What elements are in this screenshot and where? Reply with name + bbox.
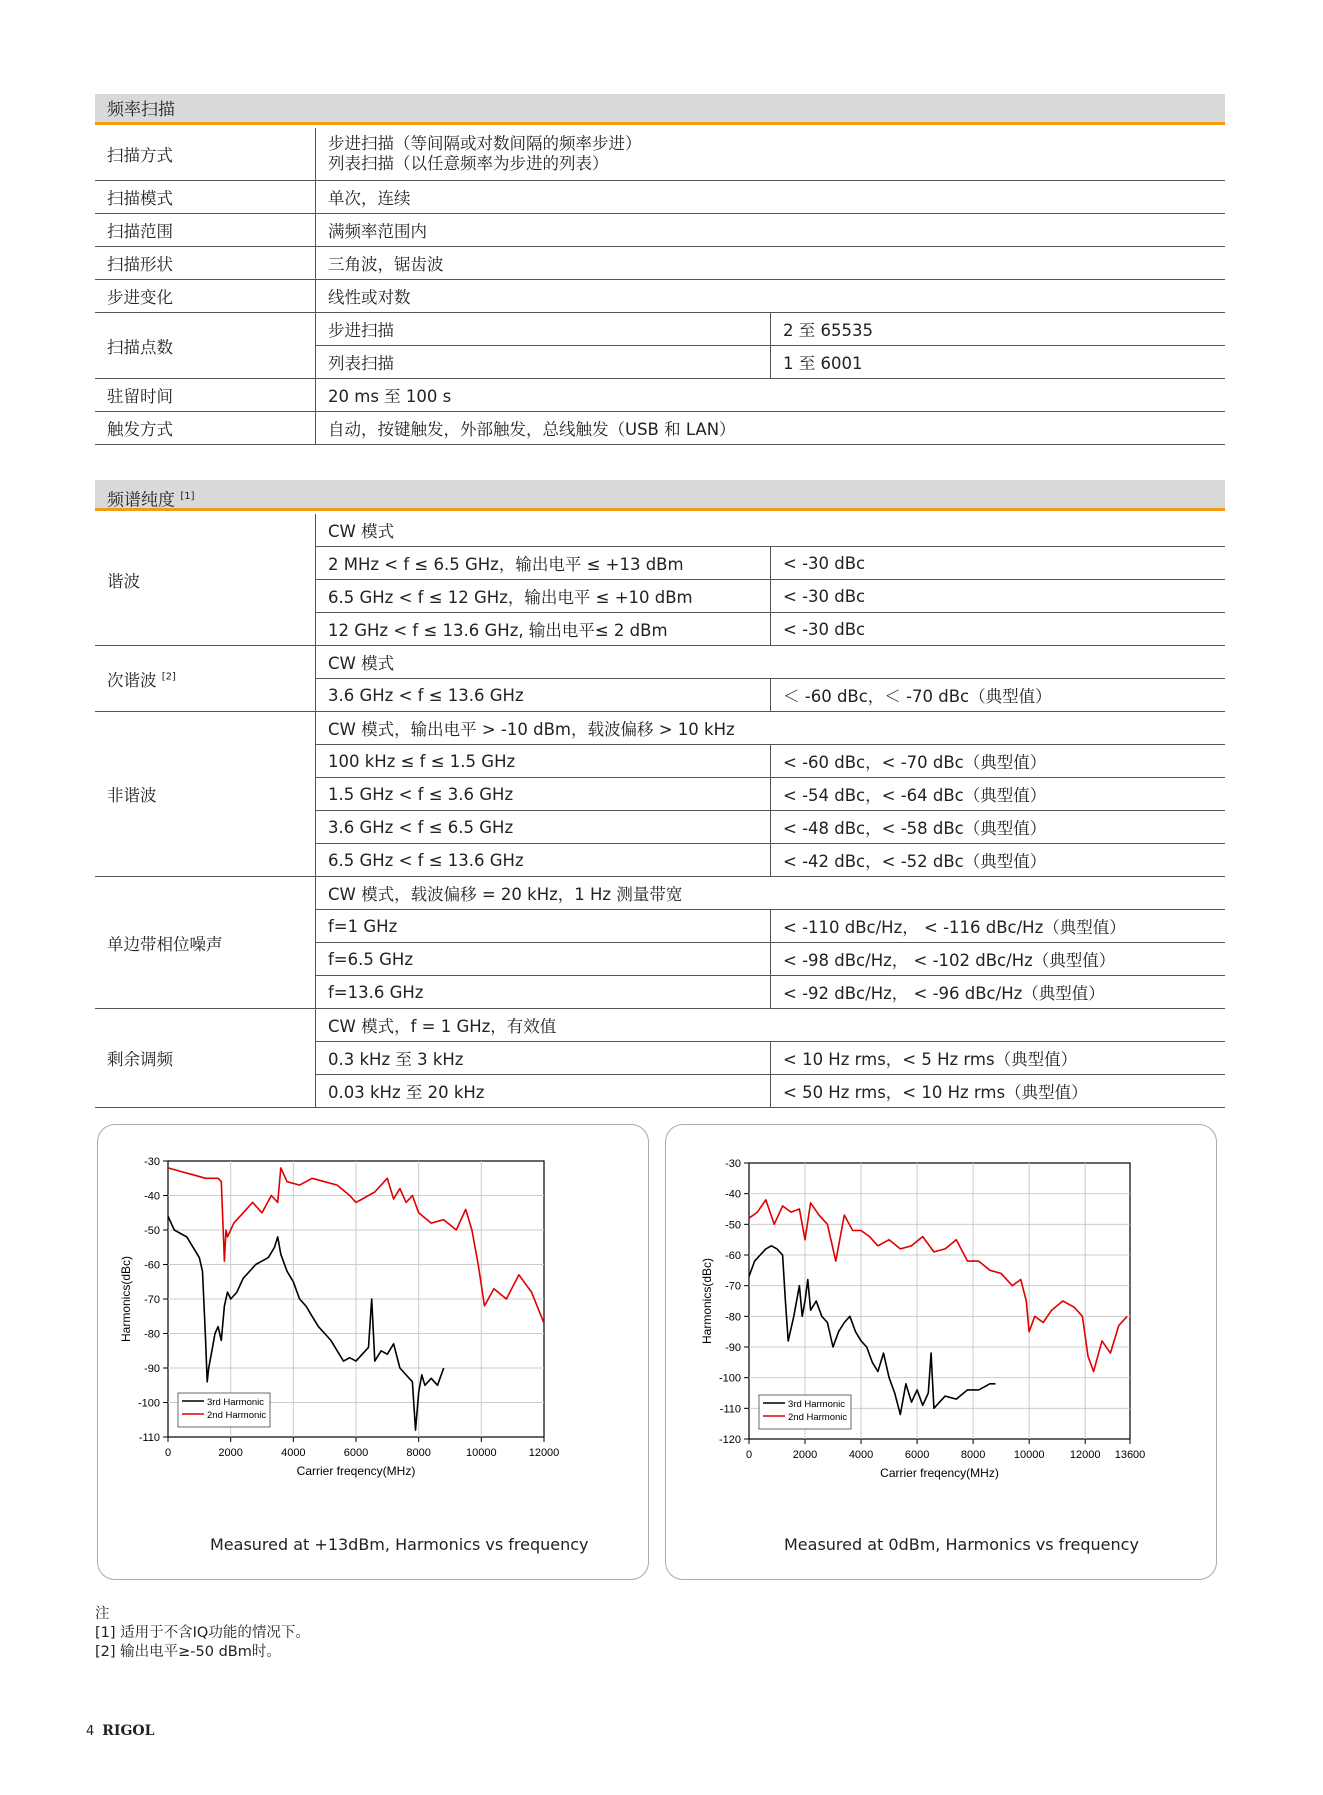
row-label: 扫描范围 [95,214,316,247]
x-tick-label: 0 [164,1447,172,1459]
page-number: 4 [86,1724,95,1739]
x-axis-label: Carrier freqency(MHz) [296,1464,416,1478]
table-row [95,1009,1225,1042]
x-tick-label: 2000 [792,1449,818,1461]
y-tick-label: -90 [725,1342,741,1354]
x-tick-label: 12000 [1069,1449,1101,1461]
x-tick-label: 10000 [466,1447,497,1459]
legend-label: 2nd Harmonic [207,1410,267,1421]
y-tick-label: -110 [719,1403,741,1416]
y-tick-label: -100 [718,1372,741,1385]
row-label: 剩余调频 [95,1009,316,1108]
note-item: [2] 输出电平≥-50 dBm时。 [95,1644,281,1660]
table-row [95,128,1225,181]
legend-label: 3rd Harmonic [788,1399,846,1410]
y-tick-label: -50 [144,1225,160,1237]
sweep-table [95,128,1225,445]
row-condition: f=1 GHz [316,910,771,943]
row-value: 线性或对数 [316,280,1226,313]
row-condition-header: CW 模式，载波偏移 = 20 kHz，1 Hz 测量带宽 [316,877,1226,910]
row-label: 步进变化 [95,280,316,313]
table-row [95,214,1225,247]
row-condition: 0.03 kHz 至 20 kHz [316,1075,771,1108]
row-value: 2 至 65535 [771,313,1226,346]
row-label: 触发方式 [95,412,316,445]
row-value: < -30 dBc [771,580,1226,613]
row-value: < -42 dBc，< -52 dBc（典型值） [771,844,1226,877]
y-tick-label: -40 [144,1190,160,1203]
y-tick-label: -100 [137,1397,160,1410]
x-tick-label: 6000 [904,1449,930,1461]
row-value: 满频率范围内 [316,214,1226,247]
row-condition-header: CW 模式 [316,514,1226,547]
x-tick-label: 10000 [1013,1449,1045,1461]
brand-logo: RIGOL [102,1723,155,1739]
section-title-purity: 频谱纯度 [1] [95,480,1225,511]
row-value: 20 ms 至 100 s [316,379,1226,412]
row-condition: 6.5 GHz < f ≤ 12 GHz，输出电平 ≤ +10 dBm [316,580,771,613]
y-tick-label: -60 [725,1250,741,1262]
y-tick-label: -110 [138,1432,160,1444]
table-row [95,514,1225,547]
row-condition: 步进扫描 [316,313,771,346]
row-value: 步进扫描（等间隔或对数间隔的频率步进） [328,134,642,153]
y-tick-label: -70 [725,1280,741,1293]
row-value: < -48 dBc，< -58 dBc（典型值） [771,811,1226,844]
row-value: 自动，按键触发，外部触发，总线触发（USB 和 LAN） [316,412,1226,445]
y-tick-label: -30 [725,1158,741,1170]
table-row [95,646,1225,679]
legend-label: 2nd Harmonic [788,1412,848,1423]
row-label: 扫描形状 [95,247,316,280]
row-value: < 50 Hz rms，< 10 Hz rms（典型值） [771,1075,1226,1108]
x-tick-label: 12000 [528,1447,560,1459]
row-condition: 0.3 kHz 至 3 kHz [316,1042,771,1075]
row-condition: f=13.6 GHz [316,976,771,1009]
y-tick-label: -70 [144,1294,160,1306]
row-value: 列表扫描（以任意频率为步进的列表） [328,154,609,173]
chart-panel-0dbm [665,1124,1217,1580]
table-row [95,712,1225,745]
notes [95,1605,310,1662]
row-condition: 100 kHz ≤ f ≤ 1.5 GHz [316,745,771,778]
x-tick-label: 4000 [281,1447,306,1459]
y-tick-label: -40 [725,1188,741,1201]
row-value: ＜ -60 dBc，＜ -70 dBc（典型值） [771,679,1226,712]
row-label: 次谐波 [2] [95,646,316,712]
row-condition: 3.6 GHz < f ≤ 13.6 GHz [316,679,771,712]
row-label: 扫描点数 [95,313,316,379]
table-row [95,877,1225,910]
y-tick-label: -120 [718,1434,741,1446]
row-label: 单边带相位噪声 [95,877,316,1009]
table-row [95,181,1225,214]
x-axis-label: Carrier freqency(MHz) [880,1466,999,1480]
table-row [95,247,1225,280]
purity-table [95,514,1225,1108]
table-row [95,280,1225,313]
row-value: < -30 dBc [771,613,1226,646]
harmonics-chart-13dbm [98,1125,647,1545]
row-value: < -30 dBc [771,547,1226,580]
row-value: 1 至 6001 [771,346,1226,379]
legend-label: 3rd Harmonic [207,1397,265,1408]
row-value: < -110 dBc/Hz， < -116 dBc/Hz（典型值） [771,910,1226,943]
row-label: 扫描模式 [95,181,316,214]
chart-panel-13dbm [97,1124,649,1580]
x-tick-label: 8000 [960,1449,986,1461]
page-footer [86,1723,154,1739]
y-tick-label: -30 [144,1156,160,1168]
row-condition: 12 GHz < f ≤ 13.6 GHz, 输出电平≤ 2 dBm [316,613,771,646]
row-value: < 10 Hz rms，< 5 Hz rms（典型值） [771,1042,1226,1075]
row-value: 单次，连续 [316,181,1226,214]
table-row [95,313,1225,346]
row-value: < -92 dBc/Hz， < -96 dBc/Hz（典型值） [771,976,1226,1009]
row-label: 非谐波 [95,712,316,877]
row-condition: 1.5 GHz < f ≤ 3.6 GHz [316,778,771,811]
y-tick-label: -60 [144,1259,160,1272]
row-condition-header: CW 模式，f = 1 GHz，有效值 [316,1009,1226,1042]
x-tick-label: 6000 [343,1447,369,1459]
y-tick-label: -50 [725,1219,741,1232]
note-item: [1] 适用于不含IQ功能的情况下。 [95,1625,310,1641]
row-condition-header: CW 模式 [316,646,1226,679]
x-tick-label: 13600 [1114,1449,1146,1461]
y-tick-label: -90 [144,1363,160,1375]
y-tick-label: -80 [725,1311,741,1324]
y-tick-label: -80 [144,1328,160,1341]
row-label: 扫描方式 [95,128,316,181]
harmonics-chart-0dbm [666,1125,1215,1545]
table-row [95,412,1225,445]
x-tick-label: 8000 [406,1447,431,1459]
section-title-sweep: 频率扫描 [95,94,1225,125]
y-axis-label: Harmonics(dBc) [119,1255,133,1343]
row-condition: 列表扫描 [316,346,771,379]
y-axis-label: Harmonics(dBc) [700,1257,714,1345]
row-label: 谐波 [95,514,316,646]
x-tick-label: 2000 [218,1447,243,1459]
row-value: < -60 dBc，< -70 dBc（典型值） [771,745,1226,778]
notes-title: 注 [95,1606,110,1622]
chart-caption: Measured at +13dBm, Harmonics vs frequency [210,1535,589,1554]
row-condition: 6.5 GHz < f ≤ 13.6 GHz [316,844,771,877]
chart-caption: Measured at 0dBm, Harmonics vs frequency [784,1535,1139,1554]
row-condition: 2 MHz < f ≤ 6.5 GHz，输出电平 ≤ +13 dBm [316,547,771,580]
row-label: 驻留时间 [95,379,316,412]
table-row [95,379,1225,412]
x-tick-label: 4000 [848,1449,874,1461]
row-value: < -54 dBc，< -64 dBc（典型值） [771,778,1226,811]
row-value: 三角波，锯齿波 [316,247,1226,280]
row-condition: f=6.5 GHz [316,943,771,976]
row-condition: 3.6 GHz < f ≤ 6.5 GHz [316,811,771,844]
row-condition-header: CW 模式，输出电平 > -10 dBm，载波偏移 > 10 kHz [316,712,1226,745]
row-value: < -98 dBc/Hz， < -102 dBc/Hz（典型值） [771,943,1226,976]
x-tick-label: 0 [745,1449,753,1461]
